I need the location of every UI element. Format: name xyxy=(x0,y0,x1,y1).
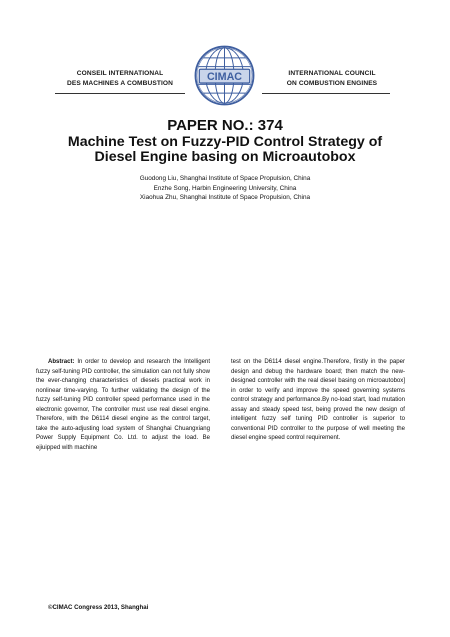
abstract-text-right: test on the D6114 diesel engine.Therefore, firstly in the paper design and debug the hardware board; then match the new-designed controller with the real diesel basing on microautobox] in order to verify and improve the speed governing systems control strategy and performance.By no-load start, load mutation assay and steady speed test, being proved the new design of intelligent fuzzy self tuning PID controller is superior to conventional PID controller to the purpose of well meeting the diesel engine speed control requirement. xyxy=(231,359,405,442)
abstract-label: Abstract: xyxy=(48,359,75,365)
council-name-french-line1: CONSEIL INTERNATIONAL xyxy=(76,70,164,77)
header-divider-right xyxy=(262,93,390,94)
council-name-french xyxy=(45,69,195,89)
paper-title xyxy=(30,135,420,165)
paper-number: PAPER NO.: 374 xyxy=(167,117,283,134)
author-3: Xiaohua Zhu, Shanghai Institute of Space Propulsion, China xyxy=(139,194,311,202)
cimac-logo-text: CIMAC xyxy=(206,71,243,84)
abstract-text-left: In order to develop and research the Intelligent fuzzy self-tuning PID controller, the simulation can not fully show the ever-changing characteristics of diesels practical work in nonlinear time-varying. To further validating the design of the fuzzy self-tuning PID controller speed performance used in the electronic governor, The controller must use real diesel engine. Therefore, with the D6114 diesel engine as the control target, take the auto-adjusting load system of Shanghai Chuangxiang Power Supply Equipment Co. Ltd. to adjust the load. Be ejiuipped with machine xyxy=(36,359,210,451)
abstract-column-left xyxy=(36,358,210,453)
cimac-logo xyxy=(193,44,256,107)
paper-title-line2: Diesel Engine basing on Microautobox xyxy=(94,149,356,165)
council-name-french-line2: DES MACHINES A COMBUSTION xyxy=(66,80,174,87)
author-2: Enzhe Song, Harbin Engineering University, China xyxy=(153,184,297,192)
council-name-english-line1: INTERNATIONAL COUNCIL xyxy=(288,70,376,77)
council-name-english xyxy=(257,69,407,89)
author-list xyxy=(0,174,450,203)
footer-copyright: ©CIMAC Congress 2013, Shanghai xyxy=(48,604,149,611)
author-1: Guodong Liu, Shanghai Institute of Space Propulsion, China xyxy=(139,175,311,182)
paper-title-line1: Machine Test on Fuzzy-PID Control Strategy of xyxy=(67,134,383,150)
abstract-column-right xyxy=(231,358,405,444)
council-name-english-line2: ON COMBUSTION ENGINES xyxy=(286,80,378,87)
header-divider-left xyxy=(55,93,185,94)
